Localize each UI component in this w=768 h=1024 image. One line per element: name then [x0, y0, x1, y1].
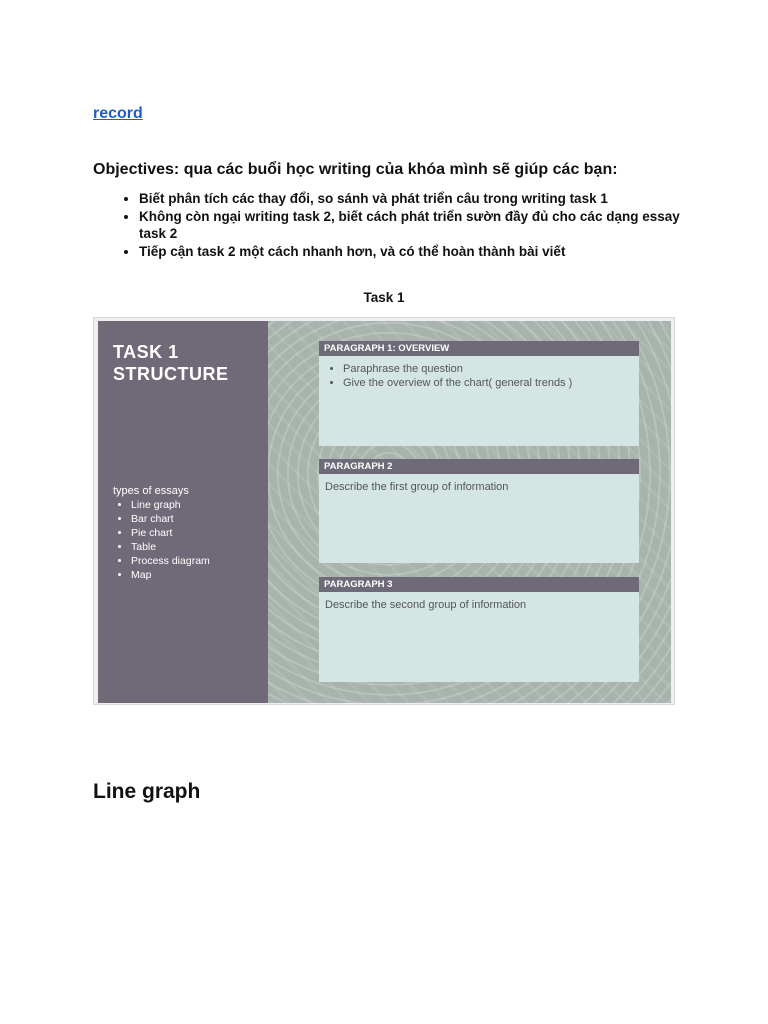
structure-title [113, 341, 229, 385]
list-item: • Table [131, 540, 210, 554]
record-link[interactable]: record [93, 105, 143, 122]
list-item: • Không còn ngại writing task 2, biết cách phát triển sườn đầy đủ cho các dạng essay task 2 [139, 208, 699, 242]
paragraph-1-box [319, 341, 639, 446]
objectives-list [120, 190, 699, 261]
list-item: • Line graph [131, 498, 210, 512]
essay-types-heading: types of essays [113, 485, 189, 497]
list-item: • Map [131, 568, 210, 582]
essay-types-list [113, 498, 210, 582]
paragraph-header: PARAGRAPH 2 [319, 459, 639, 474]
paragraph-3-box [319, 577, 639, 682]
structure-right-panel [268, 321, 671, 703]
paragraph-2-box [319, 459, 639, 563]
paragraph-body: Describe the second group of information [325, 599, 527, 611]
objectives-heading: Objectives: qua các buổi học writing của khóa mình sẽ giúp các bạn: [93, 161, 618, 178]
list-item: • Bar chart [131, 512, 210, 526]
list-item: • Pie chart [131, 526, 210, 540]
task1-structure-image [93, 317, 675, 705]
title-line: TASK 1 [113, 342, 179, 362]
paragraph-header: PARAGRAPH 3 [319, 577, 639, 592]
paragraph-body [319, 356, 639, 390]
paragraph-body: Describe the first group of information [325, 481, 509, 493]
list-item: • Biết phân tích các thay đổi, so sánh và phát triển câu trong writing task 1 [139, 190, 699, 207]
section-title: Line graph [93, 780, 201, 803]
list-item: • Process diagram [131, 554, 210, 568]
structure-left-panel [98, 321, 268, 703]
list-item: • Tiếp cận task 2 một cách nhanh hơn, và có thể hoàn thành bài viết [139, 243, 699, 260]
paragraph-header: PARAGRAPH 1: OVERVIEW [319, 341, 639, 356]
essay-types [113, 484, 210, 582]
figure-caption: Task 1 [363, 290, 405, 305]
title-line: STRUCTURE [113, 364, 229, 384]
list-item: • Paraphrase the question [343, 362, 633, 376]
list-item: • Give the overview of the chart( general trends ) [343, 376, 633, 390]
